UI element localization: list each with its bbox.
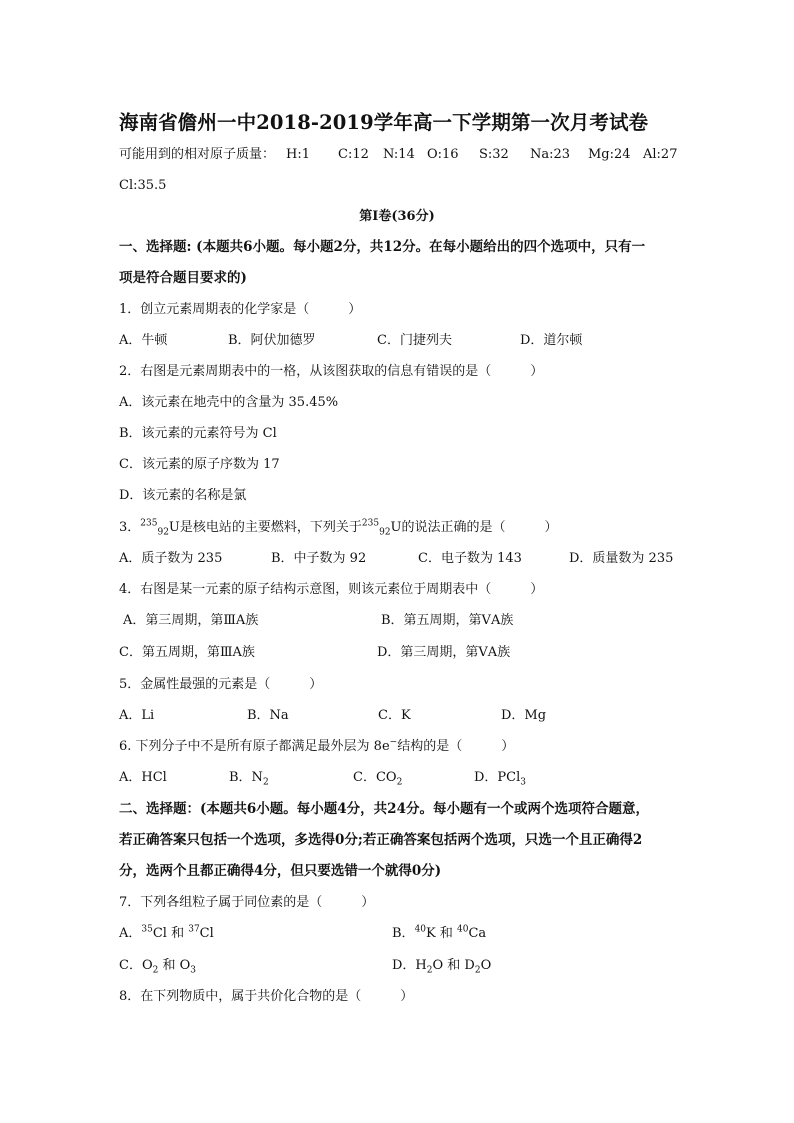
q6-option-c: C．$CO_2$ xyxy=(353,770,403,788)
q3-option-a: A．质子数为 235 xyxy=(119,551,223,566)
q4-option-a: A．第三周期，第ⅢA族 xyxy=(123,613,259,628)
q8-stem: 8．在下列物质中，属于共价化合物的是（ ） xyxy=(119,989,414,1004)
q5-option-d: D．Mg xyxy=(501,708,547,723)
exam-title: 海南省儋州一中2018-2019学年高一下学期第一次月考试卷 xyxy=(119,111,649,134)
atomic-mass-label: 可能用到的相对原子质量： xyxy=(119,147,276,162)
q4-option-c: C．第五周期，第ⅢA族 xyxy=(119,645,255,660)
q7-option-d: D．$H_2O$ 和 $D_2O$ xyxy=(392,958,492,976)
section1-header-line1: 一、选择题: (本题共6小题。每小题2分，共12分。在每小题给出的四个选项中，只有一 xyxy=(119,239,646,255)
section2-header-line2: 若正确答案只包括一个选项，多选得0分;若正确答案包括两个选项，只选一个且正确得2 xyxy=(119,832,643,848)
q6-stem: 6. 下列分子中不是所有原子都满足最外层为 8e−结构的是（ ） xyxy=(119,737,515,754)
atomic-mass-n: N:14 xyxy=(383,147,415,162)
q7-stem: 7．下列各组粒子属于同位素的是（ ） xyxy=(119,895,375,910)
atomic-mass-mg: Mg:24 xyxy=(588,147,631,162)
q5-option-c: C．K xyxy=(378,708,411,723)
atomic-mass-o: O:16 xyxy=(427,147,459,162)
section2-header-line1: 二、选择题：(本题共6小题。每小题4分，共24分。每小题有一个或两个选项符合题意， xyxy=(119,801,649,817)
q1-option-d: D．道尔顿 xyxy=(520,333,583,348)
q4-stem: 4．右图是某一元素的原子结构示意图，则该元素位于周期表中（ ） xyxy=(119,582,544,597)
atomic-mass-c: C:12 xyxy=(338,147,369,162)
atomic-mass-na: Na:23 xyxy=(530,147,571,162)
q5-option-b: B．Na xyxy=(247,708,289,723)
atomic-mass-al: Al:27 xyxy=(643,147,678,162)
part1-title: 第I卷(36分) xyxy=(359,209,435,224)
q7-option-b: B．$^{40}$K 和 $^{40}$Ca xyxy=(392,924,487,941)
q2-stem: 2．右图是元素周期表中的一格，从该图获取的信息有错误的是（ ） xyxy=(119,364,544,379)
q3-option-d: D．质量数为 235 xyxy=(569,551,674,566)
q2-option-c: C．该元素的原子序数为 17 xyxy=(119,457,280,472)
q3-isotope-z: 92 xyxy=(157,527,169,538)
q3-stem: 3．$^{235}_{92}$U是核电站的主要燃料，下列关于$^{235}_{92}$U的说法正确的是（ ） xyxy=(119,518,558,538)
q2-option-b: B．该元素的元素符号为 Cl xyxy=(119,426,277,441)
q5-option-a: A．Li xyxy=(119,708,155,723)
q7-option-a: A．$^{35}$Cl 和 $^{37}$Cl xyxy=(119,924,214,941)
q1-option-b: B．阿伏加德罗 xyxy=(228,333,316,348)
section1-header-line2: 项是符合题目要求的) xyxy=(119,270,247,286)
q4-option-d: D．第三周期，第ⅤA族 xyxy=(377,645,511,660)
q7-option-c: C．$O_2$ 和 $O_3$ xyxy=(119,958,197,976)
q1-option-c: C．门捷列夫 xyxy=(377,333,452,348)
section2-header-line3: 分，选两个且都正确得4分，但只要选错一个就得0分) xyxy=(119,863,442,879)
q6-option-b: B．$N_2$ xyxy=(229,770,269,788)
q1-option-a: A．牛顿 xyxy=(119,333,168,348)
atomic-mass-s: S:32 xyxy=(479,147,509,162)
q6-option-a: A．HCl xyxy=(119,770,167,785)
q6-option-d: D．PCl$_3$ xyxy=(474,770,527,788)
q2-option-a: A．该元素在地壳中的含量为 35.45% xyxy=(119,395,339,410)
q1-stem: 1．创立元素周期表的化学家是（ ） xyxy=(119,302,362,317)
atomic-mass-cl: Cl:35.5 xyxy=(119,178,167,193)
q5-stem: 5．金属性最强的元素是（ ） xyxy=(119,677,323,692)
atomic-mass-line xyxy=(119,146,275,164)
q4-option-b: B．第五周期，第ⅤA族 xyxy=(381,613,514,628)
q3-option-c: C．电子数为 143 xyxy=(418,551,522,566)
atomic-mass-h: H:1 xyxy=(286,147,310,162)
q2-option-d: D．该元素的名称是氯 xyxy=(119,488,247,503)
q3-option-b: B．中子数为 92 xyxy=(271,551,367,566)
q3-isotope-mass: 235 xyxy=(140,518,158,529)
